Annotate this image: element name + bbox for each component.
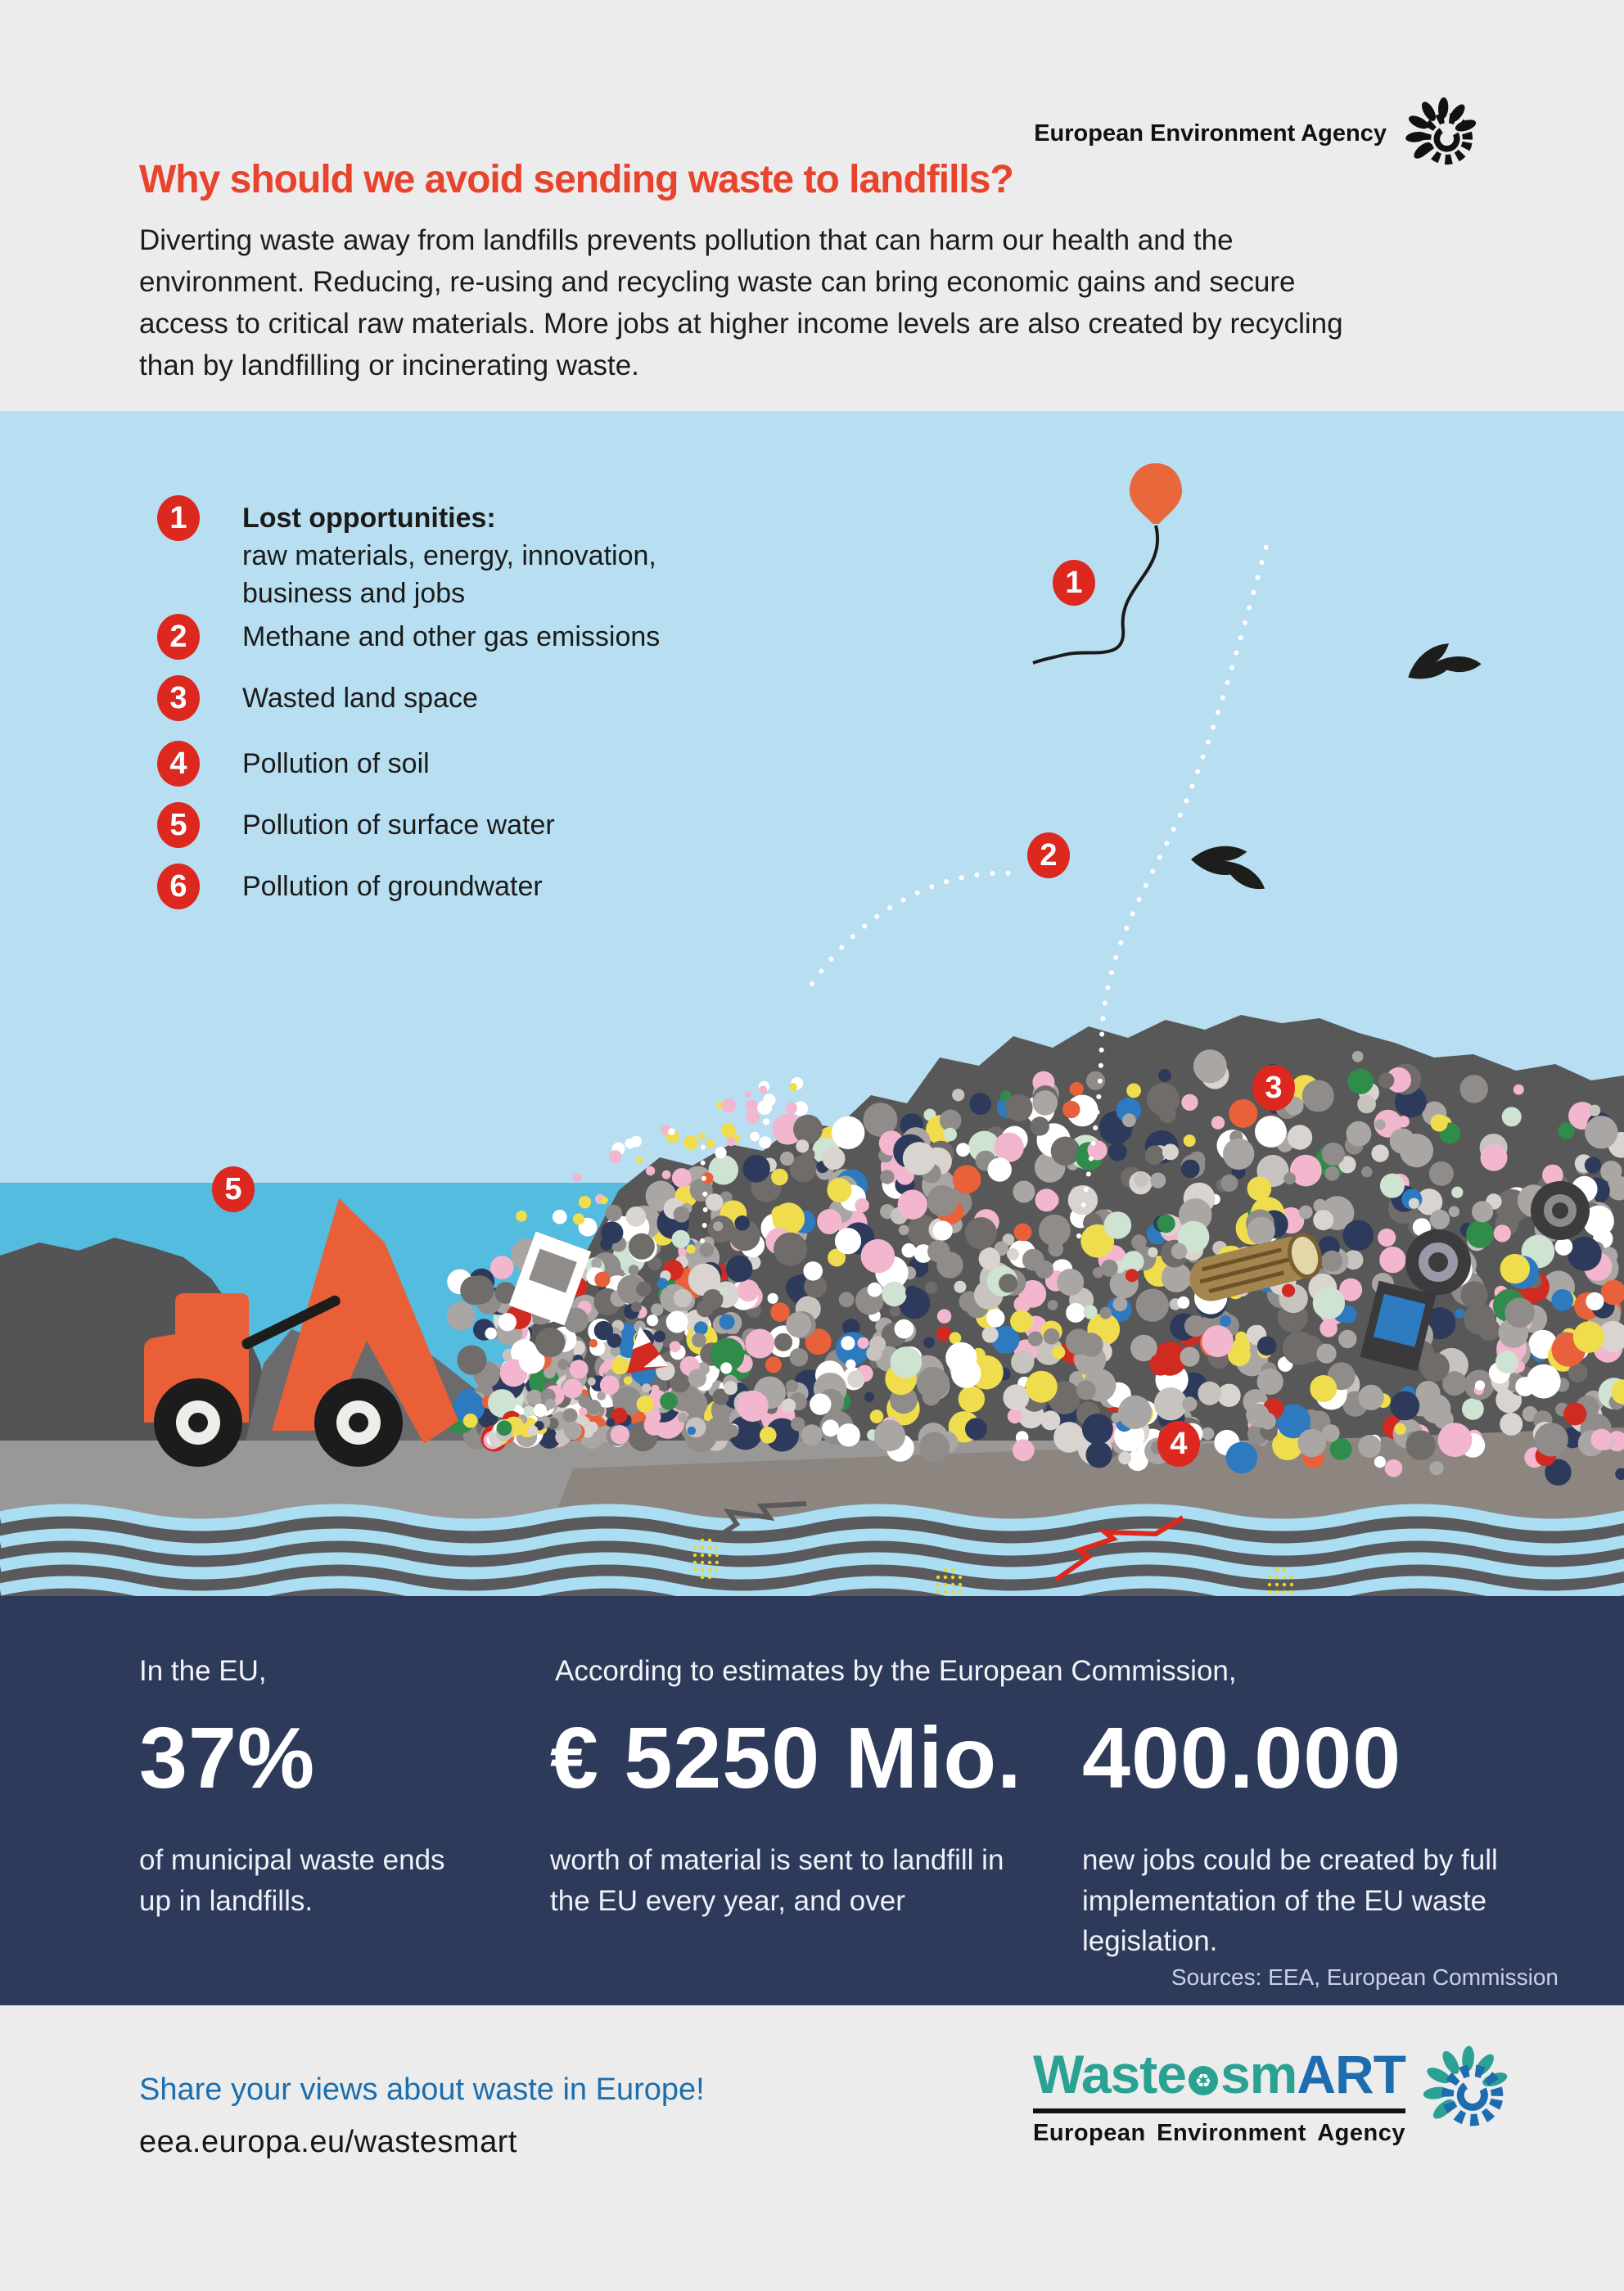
- legend-badge-2: 2: [157, 614, 200, 660]
- share-callout: Share your views about waste in Europe!: [139, 2072, 705, 2107]
- legend-line-1b: business and jobs: [242, 578, 466, 610]
- tire-icon: [1531, 1181, 1590, 1240]
- scene-marker-4: 4: [1157, 1421, 1200, 1467]
- legend-badge-4: 4: [157, 741, 200, 787]
- eea-logo-lockup: [1034, 95, 1480, 172]
- eea-agency-name: European Environment Agency: [1034, 120, 1387, 147]
- footer: [0, 2005, 1624, 2291]
- recycle-icon: ♻: [1189, 2066, 1218, 2095]
- legend-label-6: Pollution of groundwater: [242, 871, 543, 902]
- logo-word-european: European: [1033, 2120, 1146, 2146]
- sources-note: Sources: EEA, European Commission: [1171, 1964, 1559, 1990]
- stat-value-5250: € 5250 Mio.: [550, 1710, 1022, 1806]
- legend-label-5: Pollution of surface water: [242, 810, 555, 841]
- legend-title-1: Lost opportunities:: [242, 503, 496, 534]
- wastesmart-link[interactable]: eea.europa.eu/wastesmart: [139, 2125, 517, 2159]
- logo-agency-line: [1033, 2120, 1405, 2147]
- pollution-dots: [692, 1534, 719, 1583]
- legend-label-2: Methane and other gas emissions: [242, 621, 661, 652]
- stats-band: [0, 1596, 1624, 2005]
- scene-marker-1: 1: [1053, 560, 1095, 606]
- stat-caption-5250: worth of material is sent to landfill in the EU every year, and over: [550, 1844, 1004, 1917]
- eea-flower-gear-icon-color: [1420, 2043, 1512, 2135]
- logo-word-agency: Agency: [1317, 2120, 1405, 2146]
- stat-caption-400000: new jobs could be created by full implementation of the EU waste legislation.: [1082, 1844, 1498, 1958]
- logo-waste: Waste: [1033, 2044, 1186, 2104]
- landfill-scene: [0, 411, 1624, 1596]
- legend-badge-5: 5: [157, 802, 200, 848]
- stat-intro-eu: In the EU,: [139, 1655, 267, 1687]
- legend-badge-6: 6: [157, 864, 200, 909]
- eea-flower-gear-icon: [1403, 95, 1480, 172]
- legend-line-1a: raw materials, energy, innovation,: [242, 540, 656, 572]
- stat-intro-commission: According to estimates by the European Commission,: [555, 1655, 1237, 1687]
- scene-marker-3: 3: [1252, 1065, 1295, 1111]
- stat-value-37: 37%: [139, 1710, 316, 1806]
- intro-paragraph: Diverting waste away from landfills prevents pollution that can harm our health and the environment. Reducing, re-using and recycling waste can bring economic gains and secure access to critical raw materials. More jobs at higher income levels are also created by recycling than by landfilling or incinerating waste.: [139, 224, 1343, 382]
- legend-label-3: Wasted land space: [242, 683, 478, 714]
- logo-word-environment: Environment: [1157, 2120, 1306, 2146]
- stat-value-400000: 400.000: [1082, 1710, 1402, 1806]
- scene-marker-2: 2: [1027, 832, 1070, 878]
- stat-caption-37: of municipal waste ends up in landfills.: [139, 1844, 445, 1917]
- logo-sm: sm: [1220, 2044, 1297, 2104]
- legend-badge-1: 1: [157, 495, 200, 541]
- page-title: Why should we avoid sending waste to landfills?: [139, 158, 1013, 201]
- header: [0, 0, 1624, 411]
- tire-icon: [1405, 1229, 1471, 1295]
- legend-badge-3: 3: [157, 675, 200, 721]
- wastesmart-logo: [1033, 2043, 1512, 2147]
- logo-art: ART: [1297, 2044, 1405, 2104]
- legend-label-4: Pollution of soil: [242, 748, 430, 779]
- scene-marker-5: 5: [212, 1166, 255, 1212]
